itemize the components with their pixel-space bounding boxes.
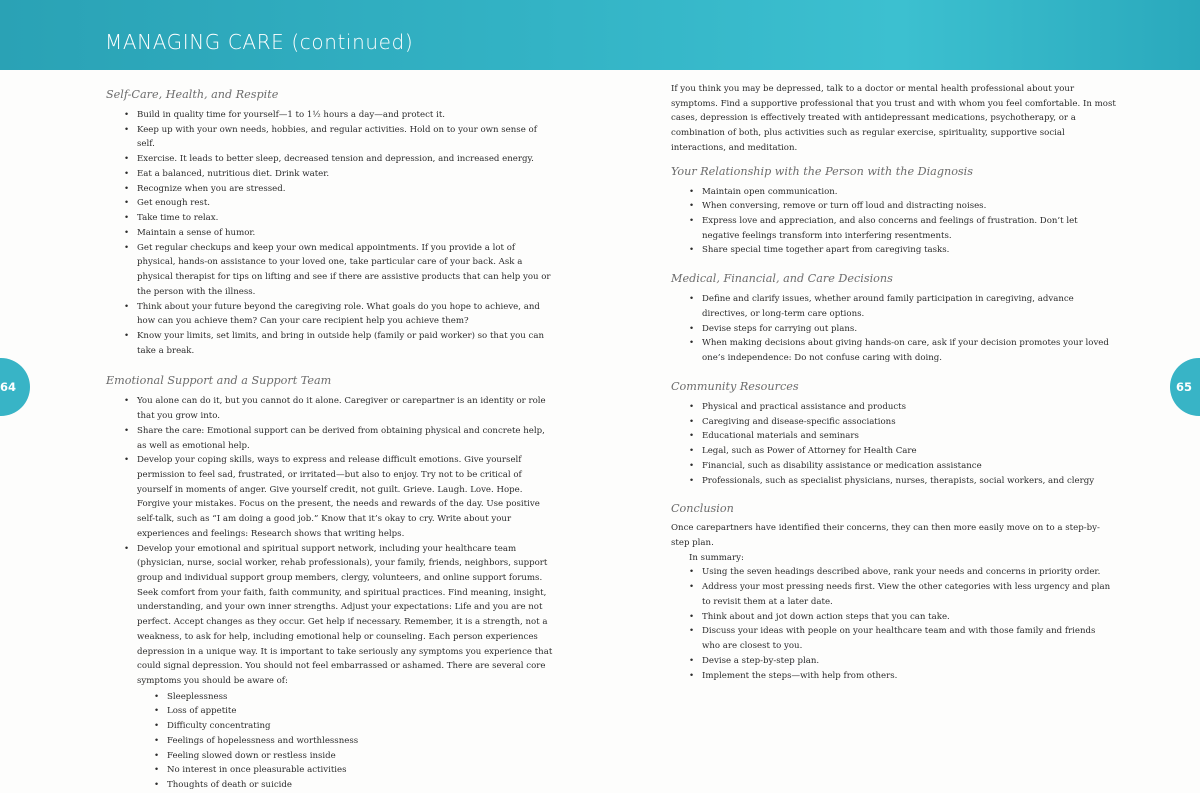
symptom-item: • Difficulty concentrating	[106, 719, 556, 734]
list-item: • Express love and appreciation, and also concerns and feelings of frustration. Don’t let negative feelings transform into interfering resentments.	[671, 214, 1116, 243]
community-list	[671, 400, 1116, 488]
list-item: • Think about and jot down action steps that you can take.	[671, 610, 1116, 625]
summary-label: In summary:	[689, 552, 744, 563]
conclusion-list	[671, 565, 1116, 683]
list-item: • Discuss your ideas with people on your healthcare team and with those family and friends who are closest to you.	[671, 624, 1116, 653]
conclusion-paragraph: Once carepartners have identified their concerns, they can then more easily move on to a step-by-step plan.	[671, 523, 1100, 548]
section-heading-decisions: Medical, Financial, and Care Decisions	[671, 272, 893, 286]
list-item: • Share special time together apart from caregiving tasks.	[671, 243, 1116, 258]
symptom-item: • Thoughts of death or suicide	[106, 778, 556, 793]
list-item: • Professionals, such as specialist physicians, nurses, therapists, social workers, and clergy	[671, 474, 1116, 489]
list-item: • Develop your coping skills, ways to express and release difficult emotions. Give yourself permission to feel sad, frustrated, or irritated—but also to enjoy. Try not to be critical of yourself in moments of anger. Give yourself credit, not guilt. Grieve. Laugh. Love. Hope. Forgive your mistakes. Focus on the present, the needs and rewards of the day. Use positive self-talk, such as “I am doing a good job.” Know that it’s okay to cry. Write about your experiences and feelings: Research shows that writing helps.	[106, 453, 556, 541]
list-item: • Know your limits, set limits, and bring in outside help (family or paid worker) so that you can take a break.	[106, 329, 556, 358]
list-item: • Devise steps for carrying out plans.	[671, 322, 1116, 337]
selfcare-list	[106, 108, 556, 358]
section-heading-relationship: Your Relationship with the Person with the Diagnosis	[671, 164, 973, 178]
section-heading-conclusion: Conclusion	[671, 502, 734, 516]
list-item: • Implement the steps—with help from others.	[671, 669, 1116, 684]
symptom-item: • Feeling slowed down or restless inside	[106, 749, 556, 764]
list-item: • Think about your future beyond the caregiving role. What goals do you hope to achieve, and how can you achieve them? Can your care recipient help you achieve them?	[106, 300, 556, 329]
list-item: • Maintain open communication.	[671, 185, 1116, 200]
list-item	[106, 542, 556, 793]
list-item: • Devise a step-by-step plan.	[671, 654, 1116, 669]
symptoms-list	[106, 690, 556, 793]
list-item: • Physical and practical assistance and products	[671, 400, 1116, 415]
list-item: • Take time to relax.	[106, 211, 556, 226]
list-item: • You alone can do it, but you cannot do it alone. Caregiver or carepartner is an identity or role that you grow into.	[106, 394, 556, 423]
list-item: • Maintain a sense of humor.	[106, 226, 556, 241]
list-item: • Get regular checkups and keep your own medical appointments. If you provide a lot of physical, hands-on assistance to your loved one, take particular care of your back. Ask a physical therapist for tips on lifting and see if there are assistive products that can help you or the person with the illness.	[106, 241, 556, 300]
list-item: • Address your most pressing needs first. View the other categories with less urgency and plan to revisit them at a later date.	[671, 580, 1116, 609]
section-heading-community: Community Resources	[671, 379, 799, 393]
list-item: • Financial, such as disability assistance or medication assistance	[671, 459, 1116, 474]
left-column	[106, 82, 556, 793]
list-item: • Get enough rest.	[106, 196, 556, 211]
emotional-list	[106, 394, 556, 792]
list-item: • Eat a balanced, nutritious diet. Drink water.	[106, 167, 556, 182]
page-number-left: 64	[0, 380, 16, 394]
list-item: • Define and clarify issues, whether around family participation in caregiving, advance directives, or long-term care options.	[671, 292, 1116, 321]
page-number-right: 65	[1176, 380, 1193, 394]
list-item: • Recognize when you are stressed.	[106, 182, 556, 197]
list-item-text: Develop your emotional and spiritual support network, including your healthcare team (physician, nurse, social worker, rehab professionals), your family, friends, neighbors, support group and individual support group members, clergy, volunteers, and online support forums. Seek comfort from your faith, faith community, and spiritual practices. Find meaning, insight, understanding, and your own inner strengths. Adjust your expectations: Life and you are not perfect. Accept changes as they occur. Get help if necessary. Remember, it is a strength, not a weakness, to ask for help, including emotional help or counseling. Each person experiences depression in a unique way. It is important to take seriously any symptoms you experience that could signal depression. You should not feel embarrassed or ashamed. There are several core symptoms you should be aware of:	[137, 543, 553, 686]
list-item: • Exercise. It leads to better sleep, decreased tension and depression, and increased energy.	[106, 152, 556, 167]
right-column	[671, 82, 1116, 683]
relationship-list	[671, 185, 1116, 259]
page-title: MANAGING CARE (continued)	[105, 30, 414, 54]
section-heading-emotional: Emotional Support and a Support Team	[106, 374, 332, 388]
page-number-tab-right	[1170, 358, 1200, 416]
list-item: • When conversing, remove or turn off loud and distracting noises.	[671, 199, 1116, 214]
page-header	[0, 0, 1200, 70]
list-item: • Share the care: Emotional support can be derived from obtaining physical and concrete help, as well as emotional help.	[106, 424, 556, 453]
symptom-item: • Feelings of hopelessness and worthlessness	[106, 734, 556, 749]
list-item: • Keep up with your own needs, hobbies, and regular activities. Hold on to your own sense of self.	[106, 123, 556, 152]
list-item: • Legal, such as Power of Attorney for Health Care	[671, 444, 1116, 459]
section-heading-selfcare: Self-Care, Health, and Respite	[106, 88, 279, 101]
list-item: • Build in quality time for yourself—1 to 1½ hours a day—and protect it.	[106, 108, 556, 123]
list-item: • Using the seven headings described above, rank your needs and concerns in priority order.	[671, 565, 1116, 580]
decisions-list	[671, 292, 1116, 366]
list-item: • Educational materials and seminars	[671, 429, 1116, 444]
symptom-item: • No interest in once pleasurable activities	[106, 763, 556, 778]
symptom-item: • Sleeplessness	[106, 690, 556, 705]
list-item: • Caregiving and disease-specific associations	[671, 415, 1116, 430]
symptom-item: • Loss of appetite	[106, 704, 556, 719]
page-number-tab-left	[0, 358, 30, 416]
intro-paragraph: If you think you may be depressed, talk to a doctor or mental health professional about your symptoms. Find a supportive professional that you trust and with whom you feel comfortable. In most cases, depression is effectively treated with antidepressant medications, psychotherapy, or a combination of both, plus activities such as regular exercise, spirituality, supportive social interactions, and meditation.	[671, 84, 1116, 153]
list-item: • When making decisions about giving hands-on care, ask if your decision promotes your loved one’s independence: Do not confuse caring with doing.	[671, 336, 1116, 365]
